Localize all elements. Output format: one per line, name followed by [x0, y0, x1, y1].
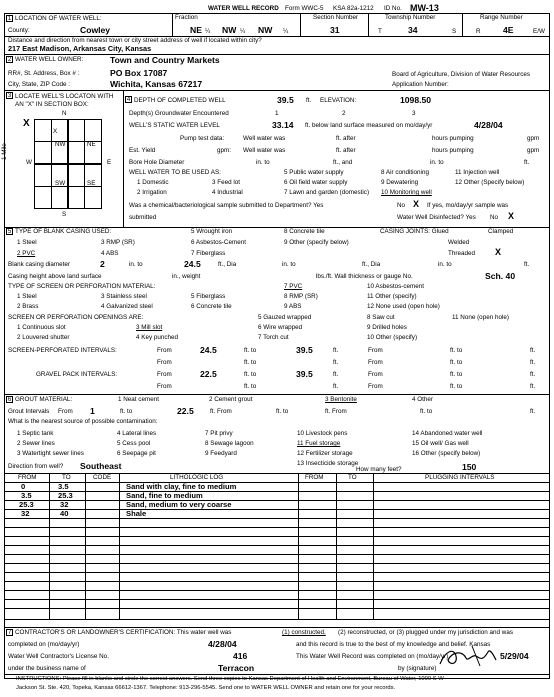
gravel-to: 39.5 [296, 369, 313, 379]
grout-from: 1 [90, 406, 95, 416]
direction-value: Southeast [80, 461, 122, 471]
completed-date: 4/28/04 [208, 639, 237, 649]
fraction-3: NW [258, 25, 273, 35]
section-number-4: 4 [126, 97, 131, 103]
form-title: WATER WELL RECORD [208, 5, 279, 12]
elevation-label: ELEVATION: [320, 97, 357, 104]
record-date: 5/29/04 [500, 651, 529, 661]
id-label: ID No. [384, 5, 402, 12]
business-name: Terracon [218, 663, 255, 673]
casing-to: 24.5 [184, 259, 201, 269]
section-number-label: Section Number [313, 14, 359, 21]
section-number-3: 3 [7, 93, 12, 99]
id-value: MW-13 [410, 3, 439, 13]
water-well-record-form: WATER WELL RECORD Form WWC-5 KSA 82a-1212 ID No. MW-13 1 LOCATION OF WATER WELL: Fraction Section Number Township Number Range Number County: Cowley NE ¼ NW ¼ NW ¼ 31 T 34 S R 4E E/W Distance and direction from nearest town or city street address of well if located within city? 217 East Madison, Arkansas City, Kansas 2 WATER WELL OWNER: Town and Country Markets RR#, St. Address, Box # : PO Box 17087 City, State, ZIP Code : Wichita, Kansas 67217 Board of Agriculture, Division of Water Resources Application Number: 3 LOCATE WELL'S LOCATON WITH AN "X" IN SECTION BOX: N S W E 1 Mile X NW NE SW SE X 4 DEPTH OF COMPLETED WELL 39.5 ft. ELEVATION: 1098.50 Depth(s) Groundwater Encountered 1 2 3 WELL'S STATIC WATER LEVEL 33.14 ft. below land surface measured on mo/day/yr 4/28/04 Pump test data: Well water was ft. after hours pumping gpm Est. Yield gpm: Well water was ft. after hours pumping gpm Bore Hole Diameter in. to ft., and in. to ft. WELL WATER TO BE USED AS: 5 Public water supply 8 Air conditioning 11 Injection well 1 Domestic 3 Feed lot 6 Oil field water supply 9 Dewatering 12 Other (Specify below) 2 Irrigation 4 Industrial 7 Lawn and garden (domestic) 10 Monitoring well Was a chemical/bacteriological sample submitted to Department? Yes No X If yes, mo/day/yr sample was submitted Water Well Disinfected? Yes No X 5 TYPE OF BLANK CASING USED: 5 Wrought iron 8 Concrete tile CASING JOINTS: Glued Clamped 1 Steel 3 RMP (SR) 6 Asbestos-Cement 9 Other (specify below) Welded 2 PVC 4 ABS 7 Fiberglass Threaded X Blank casing diameter 2 in. to 24.5 ft., Dia in. to ft., Dia in. to ft. Casing height above land surface in., weight lbs./ft. Wall thickness or gauge No. Sch. 40 TYPE OF SCREEN OR PERFORATION MATERIAL: 7 PVC 10 Asbestos-cement 1 Steel 3 Stainless steel 5 Fiberglass 8 RMP (SR) 11 Other (specify) 2 Brass 4 Galvanized steel 6 Concrete tile 9 ABS 12 None used (open hole) SCREEN OR PERFORATION OPENINGS ARE: 5 Gauzed wrapped 8 Saw cut 11 None (open hole) 1 Continuous slot 3 Mill slot 6 Wire wrapped 9 Drilled holes 2 Louvered shutter 4 Key punched 7 Torch cut 10 Other (specify) SCREEN-PERFORATED INTERVALS: From 24.5 ft. to 39.5 ft. From ft. to ft. From ft. to ft. From ft. to ft. GRAVEL PACK INTERVALS: From 22.5 ft. to 39.5 ft. From ft. to ft. From ft. to ft. From ft. to ft. 6 GROUT MATERIAL: 1 Neat cement 2 Cement grout 3 Bentonite 4 Other Grout Intervals From 1 ft. to 22.5 ft. From ft. to ft. From ft. to ft. What is the nearest source of possible contamination: 1 Septic tank 4 Lateral lines 7 Pit privy 10 Livestock pens 14 Abandoned water well 2 Sewer lines 5 Cess pool 8 Sewage lagoon 11 Fuel storage 15 Oil well/ Gas well 3 Watertight sewer lines 6 Seepage pit 9 Feedyard 12 Fertilizer storage 16 Other (specify below) 13 Insecticide storage Direction from well? Southeast How many feet? 150 FROM TO CODE LITHOLOGIC LOG FROM TO PLUGGING INTERVALS 0 3.5 Sand with clay, fine to medium 3.5 25.3 Sand, fine to medium 25.3 32 Sand, medium to very coarse 32 40 Shale 7 CONTRACTOR'S OR LANDOWNER'S CERTIFICATION: This water well was (1) constructed, (2) reconstructed, or (3) plugged under my jurisdiction and was completed on (mo/day/yr) 4/28/04 and this record is true to the best of my knowledge and belief. Kansas Water Well Contractor's License No. 416 This Water Well Record was completed on (mo/day/yr) 5/29/04 under the business name of Terracon by (signature) INSTRUCTIONS: Please fill in blanks and circle the correct answers. Send three copies to Kansas Department of Health and Environment, Bureau of Water, 1000 S W Jackson St. Ste. 420, Topeka, Kansas 66612-1367. Telephone: 913-296-5545. Send one to WATER WELL OWNER and retain one for your records. [0, 0, 554, 697]
static-value: 33.14 [272, 120, 294, 130]
opening-mill-slot: 3 Mill slot [136, 324, 163, 331]
board-label: Board of Agriculture, Division of Water Resources [392, 71, 531, 78]
section-number-1: 1 [7, 16, 12, 22]
section-number-7: 7 [7, 630, 12, 636]
instructions-line-1: INSTRUCTIONS: Please fill in blanks and circle the correct answers. Send three copies to Kansas Department of Health and Environment, Bureau of Water, 1000 S W [16, 676, 444, 682]
contam-fuel-storage: 11 Fuel storage [297, 440, 341, 447]
location-x-mark: X [23, 118, 30, 129]
rr-value: PO Box 17087 [110, 68, 168, 78]
elevation-value: 1098.50 [400, 95, 432, 105]
static-date: 4/28/04 [474, 120, 503, 130]
instructions-line-2: Jackson St. Ste. 420, Topeka, Kansas 66612-1367. Telephone: 913-296-5545. Send one to WATER WELL OWNER and retain one for your records. [16, 685, 396, 691]
wall-thickness: Sch. 40 [485, 271, 516, 281]
locate-label: LOCATE WELL'S LOCATON WITH AN "X" IN SECTION BOX: [15, 93, 114, 108]
owner-label: WATER WELL OWNER: [15, 56, 84, 63]
cert-constructed: (1) constructed, [282, 629, 326, 636]
form-number: Form WWC-5 [285, 5, 324, 12]
depth-label: DEPTH OF COMPLETED WELL [134, 97, 226, 104]
range-label: Range Number [480, 14, 523, 21]
grout-bentonite: 3 Bentonite [325, 396, 357, 403]
range-value: 4E [503, 25, 514, 35]
perf-to: 39.5 [296, 345, 313, 355]
county-label: County: [8, 27, 30, 34]
ksa-ref: KSA 82a-1212 [333, 5, 374, 12]
county-value: Cowley [80, 25, 111, 35]
address-value: 217 East Madison, Arkansas City, Kansas [8, 44, 152, 53]
groundwater-label: Depth(s) Groundwater Encountered [129, 110, 229, 117]
owner-value: Town and Country Markets [110, 55, 220, 65]
static-label: WELL'S STATIC WATER LEVEL [129, 122, 220, 129]
application-label: Application Number: [392, 81, 449, 88]
use-monitoring-well: 10 Monitoring well [381, 189, 432, 196]
section-number-6: 6 [7, 397, 12, 403]
signature-icon [436, 642, 500, 672]
rr-label: RR#, St. Address, Box # : [8, 70, 80, 77]
section-number-2: 2 [7, 57, 12, 63]
township-value: 34 [408, 25, 418, 35]
city-value: Wichita, Kansas 67217 [110, 79, 203, 89]
casing-diameter: 2 [100, 259, 105, 269]
gravel-from: 22.5 [200, 369, 217, 379]
township-label: Township Number [385, 14, 436, 21]
casing-pvc: 2 PVC [17, 250, 36, 257]
license-number: 416 [233, 651, 248, 661]
fraction-2: NW [222, 25, 237, 35]
screen-pvc: 7 PVC [284, 283, 303, 290]
section-value: 31 [330, 25, 340, 35]
section-number-5: 5 [7, 229, 12, 235]
fraction-1: NE [190, 25, 202, 35]
perf-from: 24.5 [200, 345, 217, 355]
grout-to: 22.5 [177, 406, 194, 416]
depth-value: 39.5 [277, 95, 294, 105]
fraction-label: Fraction [175, 14, 198, 21]
city-label: City, State, ZIP Code : [8, 81, 71, 88]
location-label: LOCATION OF WATER WELL: [15, 15, 102, 22]
distance-label: Distance and direction from nearest town or city street address of well if located within city? [8, 37, 262, 44]
how-many-feet: 150 [462, 462, 477, 472]
